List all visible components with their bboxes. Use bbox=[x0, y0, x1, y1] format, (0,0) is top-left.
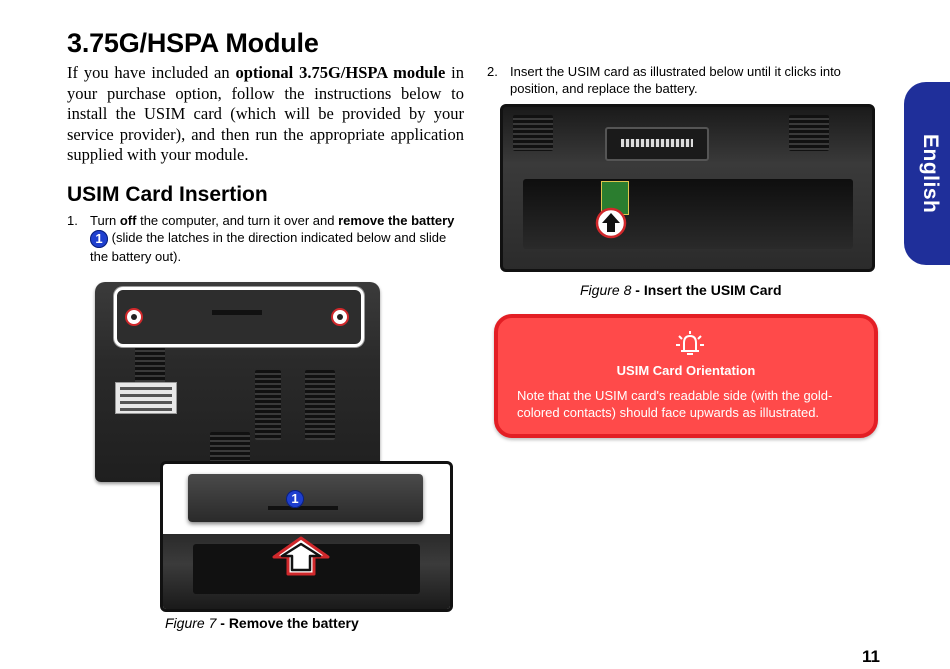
figure-7-title: Remove the battery bbox=[228, 615, 359, 631]
callout-1-badge: 1 bbox=[286, 490, 304, 508]
step-1-bold-off: off bbox=[119, 213, 137, 228]
intro-text-end: in your purchase option, follow the instructions below to install the USIM card (which will be provided by your service provider), and then run the appropriate application supplied with your module. bbox=[67, 63, 464, 165]
vent-grille bbox=[255, 370, 281, 440]
step-1-text-b: the computer, and turn it over and bbox=[136, 213, 339, 228]
battery-latch-highlight bbox=[114, 287, 364, 347]
note-title: USIM Card Orientation bbox=[616, 363, 756, 378]
page-title: 3.75G/HSPA Module bbox=[67, 28, 319, 58]
step-2 bbox=[487, 63, 867, 97]
docking-connector bbox=[605, 127, 709, 161]
step-1-body bbox=[90, 212, 467, 265]
figure-8-label: Figure 8 bbox=[580, 282, 632, 298]
battery-pack-image bbox=[188, 474, 423, 522]
battery-latch-right-icon bbox=[331, 308, 349, 326]
intro-paragraph bbox=[67, 63, 464, 166]
page-number: 11 bbox=[862, 647, 880, 666]
section-heading: USIM Card Insertion bbox=[67, 183, 268, 206]
figure-8-title: Insert the USIM Card bbox=[643, 282, 782, 298]
latch-groove bbox=[212, 310, 262, 315]
vent-grille bbox=[513, 115, 553, 151]
intro-text-start: If you have included an bbox=[67, 63, 236, 82]
step-2-number: 2. bbox=[487, 64, 498, 79]
battery-bay-slot bbox=[523, 179, 853, 249]
language-side-tab bbox=[904, 82, 950, 265]
figure-7-separator: - bbox=[216, 615, 229, 631]
insert-up-arrow-icon bbox=[595, 207, 627, 239]
alarm-bell-icon bbox=[674, 330, 706, 358]
language-side-tab-label: English bbox=[919, 133, 942, 214]
note-box bbox=[494, 314, 878, 438]
vent-grille bbox=[789, 115, 829, 151]
step-1-bold-remove-battery: remove the battery bbox=[338, 213, 455, 228]
battery-groove bbox=[268, 506, 338, 510]
product-label-sticker bbox=[115, 382, 177, 414]
figure-7-caption bbox=[165, 615, 359, 631]
figure-7-label: Figure 7 bbox=[165, 615, 217, 631]
slide-up-arrow-icon bbox=[270, 535, 332, 577]
battery-latch-left-icon bbox=[125, 308, 143, 326]
step-1-number: 1. bbox=[67, 213, 78, 228]
step-2-text: Insert the USIM card as illustrated below until it clicks into position, and replace the battery. bbox=[510, 64, 841, 96]
usim-insertion-image bbox=[500, 104, 875, 272]
figure-8-caption bbox=[580, 282, 782, 298]
step-1-text-c: (slide the latches in the direction indicated below and slide the battery out). bbox=[90, 230, 447, 264]
vent-grille bbox=[210, 432, 250, 462]
figure-8-separator: - bbox=[631, 282, 644, 298]
note-text: Note that the USIM card's readable side (with the gold-colored contacts) should face upwards as illustrated. bbox=[517, 388, 833, 420]
step-1-badge: 1 bbox=[90, 230, 108, 248]
vent-grille bbox=[305, 370, 335, 440]
step-1 bbox=[67, 212, 467, 265]
step-1-text-a: Turn bbox=[90, 213, 120, 228]
intro-bold-module: optional 3.75G/HSPA module bbox=[235, 63, 446, 82]
